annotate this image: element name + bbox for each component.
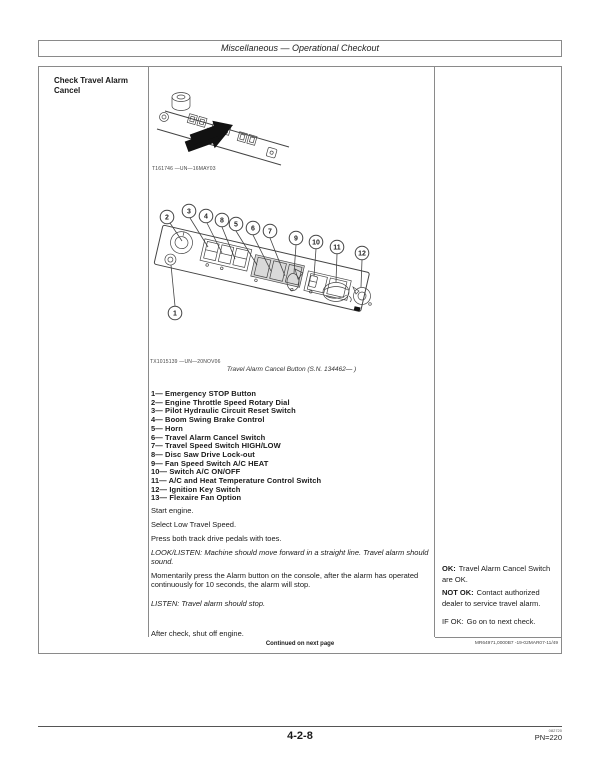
legend-item: 12— Ignition Key Switch (151, 484, 241, 494)
callout-10: 10 (312, 239, 320, 247)
check-title: Check Travel Alarm Cancel (54, 76, 128, 95)
callout-12: 12 (358, 250, 366, 258)
result-if-ok (442, 617, 560, 628)
legend-item: 8— Disc Saw Drive Lock-out (151, 449, 255, 459)
ignition-key-icon (353, 287, 371, 305)
legend-item: 7— Travel Speed Switch HIGH/LOW (151, 441, 281, 451)
result-not-ok (442, 588, 560, 609)
pn-block (535, 728, 562, 742)
callout-3: 3 (187, 208, 191, 216)
column-divider-right (434, 67, 435, 637)
step-text: Select Low Travel Speed. (151, 520, 237, 529)
legend-item: 10— Switch A/C ON/OFF (151, 467, 241, 477)
figure2-caption: Travel Alarm Cancel Button (S.N. 134462— ) (226, 366, 357, 373)
result-ok-label: OK: (442, 564, 456, 573)
result-not-ok-text: Contact authorized dealer to service travel alarm. (442, 588, 541, 608)
callout-2: 2 (165, 214, 169, 222)
figure2-photo-code: TX1015139 —UN—20NOV06 (150, 359, 221, 365)
legend-item: 5— Horn (151, 423, 183, 433)
legend-item: 9— Fan Speed Switch A/C HEAT (151, 458, 269, 468)
legend-item: 2— Engine Throttle Speed Rotary Dial (151, 397, 290, 407)
result-ok-text: Travel Alarm Cancel Switch are OK. (442, 564, 551, 584)
result-not-ok-label: NOT OK: (442, 588, 474, 597)
callout-9: 9 (294, 235, 298, 243)
result-ok (442, 564, 560, 585)
header-title: Miscellaneous — Operational Checkout (220, 43, 380, 53)
step-text: Momentarily press the Alarm button on the console, after the alarm has operated continuously for 10 seconds, the alarm will stop. (151, 571, 419, 589)
legend-item: 13— Flexaire Fan Option (151, 493, 242, 503)
main-column (149, 67, 434, 653)
footer-rule (38, 726, 562, 727)
pn-code: PN=220 (534, 733, 562, 742)
callout-8: 8 (220, 217, 224, 225)
result-if-ok-label: IF OK: (442, 617, 464, 626)
callout-legend (151, 390, 321, 503)
step-listen: LISTEN: Travel alarm should stop. (151, 599, 266, 608)
round-button-icon (160, 113, 169, 122)
callout-7: 7 (268, 228, 272, 236)
procedure-steps (151, 506, 432, 643)
legend-item: 1— Emergency STOP Button (151, 389, 257, 398)
results-column (442, 564, 560, 631)
document-code: MR64971,0000B7 -19-02MAR07-11/49 (435, 637, 561, 646)
running-header (38, 40, 562, 57)
print-code: 082720 (548, 728, 562, 733)
legend-item: 6— Travel Alarm Cancel Switch (151, 432, 266, 442)
rotary-knob-icon (172, 93, 190, 111)
result-if-ok-text: Go on to next check. (466, 617, 536, 626)
console-strip-figure (151, 87, 301, 172)
callout-6: 6 (251, 225, 255, 233)
step-text: After check, shut off engine. (151, 629, 244, 638)
page-number: 4-2-8 (287, 730, 313, 742)
callout-1: 1 (173, 310, 177, 318)
step-text: Press both track drive pedals with toes. (151, 534, 282, 543)
continued-note: Continued on next page (265, 641, 335, 647)
legend-item: 4— Boom Swing Brake Control (151, 415, 265, 425)
checkout-table (38, 66, 562, 654)
console-callout-figure (153, 197, 403, 360)
callout-5: 5 (234, 221, 238, 229)
figure1-photo-code: T161746 —UN—16MAY03 (152, 166, 216, 172)
pointer-arrow-icon (185, 121, 233, 152)
legend-item: 3— Pilot Hydraulic Circuit Reset Switch (151, 406, 296, 416)
callout-11: 11 (333, 244, 341, 252)
console-panel-icon (154, 225, 370, 312)
callout-4: 4 (204, 213, 208, 221)
legend-item: 11— A/C and Heat Temperature Control Switch (151, 476, 322, 486)
step-look-listen: LOOK/LISTEN: Machine should move forward in a straight line. Travel alarm should sound. (151, 548, 429, 566)
step-text: Start engine. (151, 506, 194, 515)
